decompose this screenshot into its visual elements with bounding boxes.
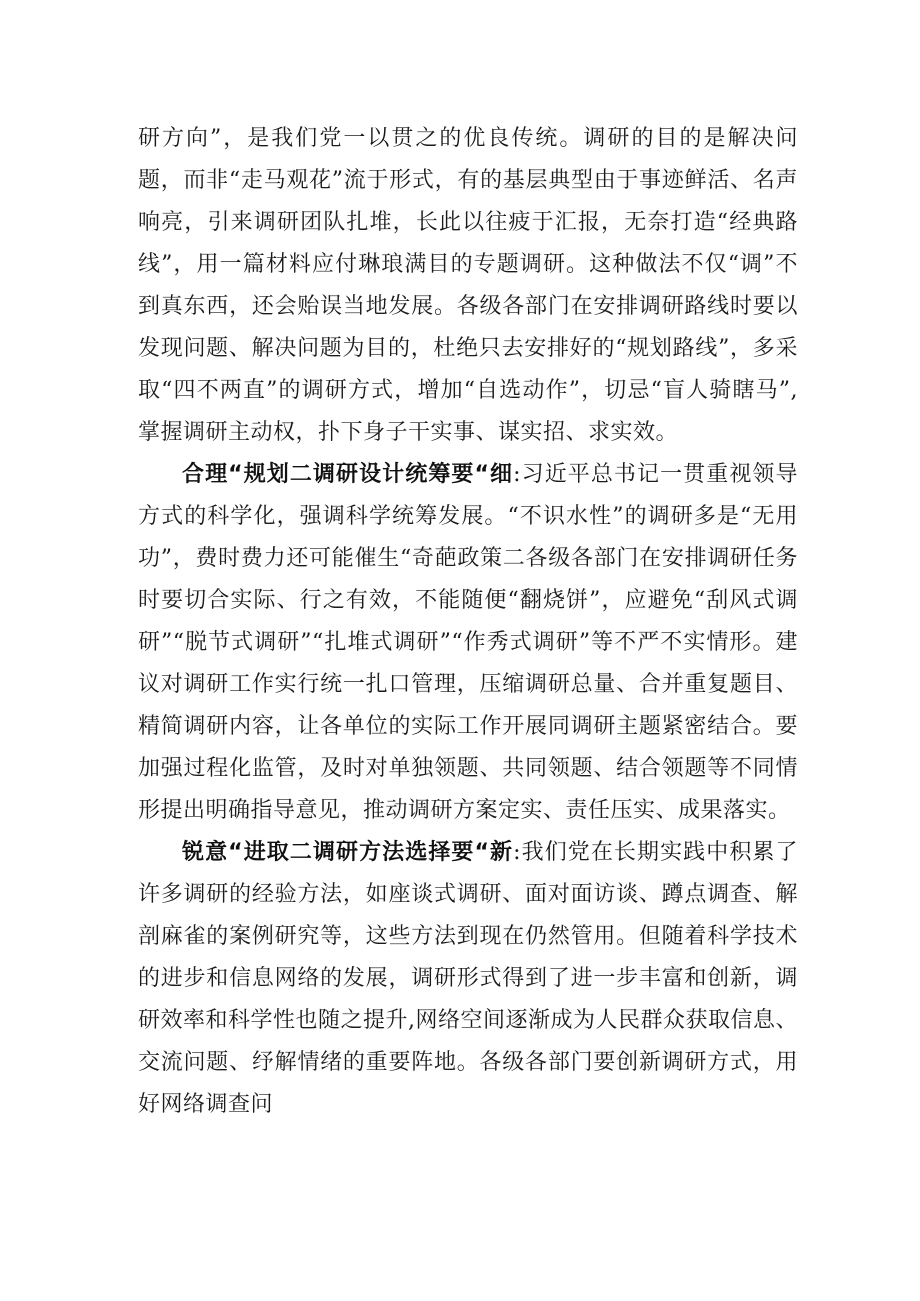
paragraph-2-heading: 合理“规划二调研设计统筹要“细 [182, 462, 514, 487]
paragraph-1-text: 研方向”，是我们党一以贯之的优良传统。调研的目的是解决问题，而非“走马观花”流于形式，有的基层典型由于事迹鲜活、名声响亮，引来调研团队扎堆，长此以往疲于汇报，无奈打造“经典路线”，用一篇材料应付琳琅满目的专题调研。这种做法不仅“调”不到真东西，还会贻误当地发展。各级各部门在安排调研路线时要以发现问题、解决问题为目的，杜绝只去安排好的“规划路线”，多采取“四不两直”的调研方式，增加“自选动作”，切忌“盲人骑瞎马”,掌握调研主动权，扑下身子干实事、谋实招、求实效。 [138, 126, 798, 445]
paragraph-1 [138, 118, 798, 454]
paragraph-3 [138, 832, 798, 1126]
paragraph-3-text: :我们党在长期实践中积累了许多调研的经验方法，如座谈式调研、面对面访谈、蹲点调查、解剖麻雀的案例研究等，这些方法到现在仍然管用。但随着科学技术的进步和信息网络的发展，调研形式得到了进一步丰富和创新，调研效率和科学性也随之提升,网络空间逐渐成为人民群众获取信息、交流问题、纾解情绪的重要阵地。各级各部门要创新调研方式，用好网络调查问 [138, 840, 798, 1117]
document-body [138, 118, 798, 1126]
paragraph-3-heading: 锐意“进取二调研方法选择要“新 [182, 840, 514, 865]
paragraph-2 [138, 454, 798, 832]
paragraph-2-text: :习近平总书记一贯重视领导方式的科学化，强调科学统筹发展。“不识水性”的调研多是“无用功”，费时费力还可能催生“奇葩政策二各级各部门在安排调研任务时要切合实际、行之有效，不能随便“翻烧饼”，应避免“刮风式调研”“脱节式调研”“扎堆式调研”“作秀式调研”等不严不实情形。建议对调研工作实行统一扎口管理，压缩调研总量、合并重复题目、精简调研内容，让各单位的实际工作开展同调研主题紧密结合。要加强过程化监管，及时对单独领题、共同领题、结合领题等不同情形提出明确指导意见，推动调研方案定实、责任压实、成果落实。 [138, 462, 798, 823]
